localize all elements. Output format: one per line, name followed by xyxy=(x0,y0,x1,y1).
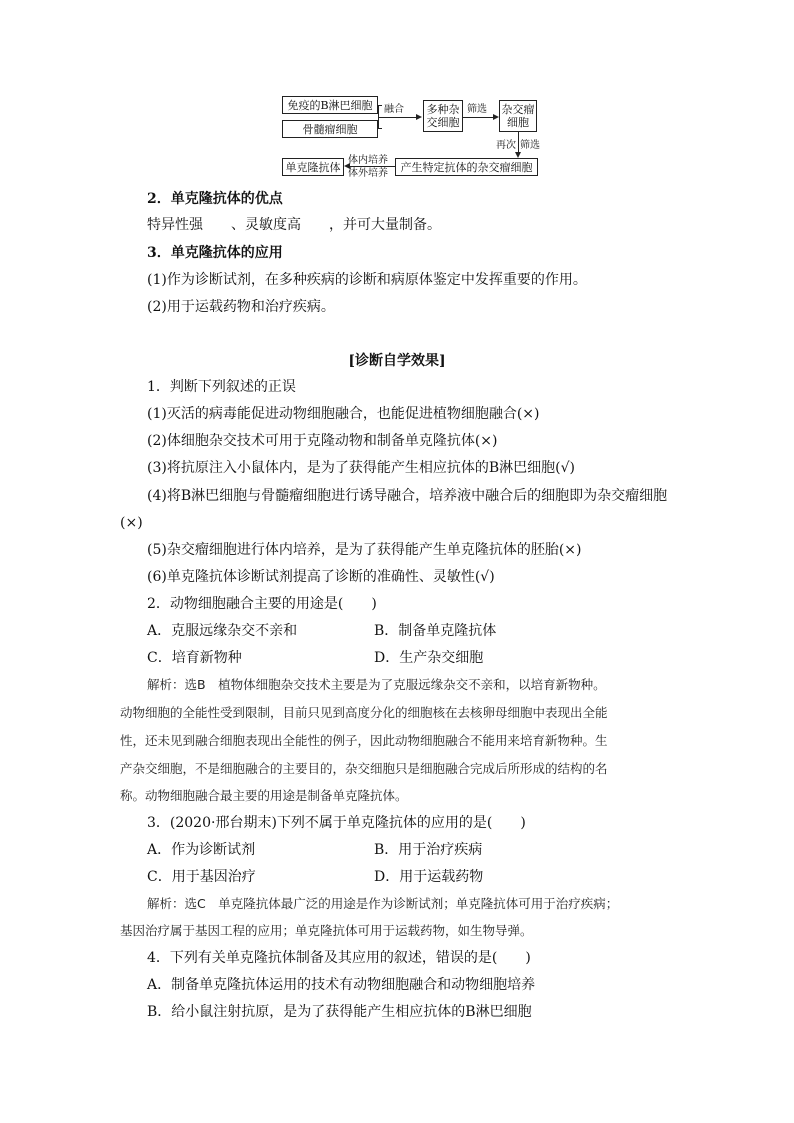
specific-hybridoma-label: 产生特定抗体的杂交瘤细胞 xyxy=(400,161,533,174)
rescreen-label xyxy=(496,140,516,151)
q3-solution-line-2: 基因治疗属于基因工程的应用；单克隆抗体可用于运载药物，如生物导弹。 xyxy=(120,923,533,938)
mab-preparation-diagram xyxy=(282,96,540,178)
multi-hybrid-line2: 交细胞 xyxy=(426,116,460,129)
section3-item2: (2)用于运载药物和治疗疾病。 xyxy=(147,299,335,315)
q1-item-3: (3)将抗原注入小鼠体内，是为了获得能产生相应抗体的B淋巴细胞(√) xyxy=(147,460,575,476)
q2-solution-line-3: 性，还未见到融合细胞表现出全能性的例子，因此动物细胞融合不能用来培育新物种。生 xyxy=(120,733,608,748)
q2-option-c: C．培育新物种 xyxy=(147,650,242,666)
section3-heading: 3．单克隆抗体的应用 xyxy=(147,245,283,261)
myeloma-cell-box xyxy=(282,120,378,138)
fusion-arrow-line xyxy=(379,117,417,118)
screen-arrow-line xyxy=(463,117,494,118)
rescreen-arrow-line xyxy=(518,132,519,154)
rescreen-label-right: 筛选 xyxy=(520,140,540,151)
q2-option-d: D．生产杂交细胞 xyxy=(374,650,484,666)
hybridoma-line2: 细胞 xyxy=(507,116,529,129)
fusion-label: 融合 xyxy=(384,104,404,115)
hybridoma-line1: 杂交瘤 xyxy=(501,103,535,116)
q2-solution-line-1: 解析：选B 植物体细胞杂交技术主要是为了克服远缘杂交不亲和，以培育新物种。 xyxy=(147,677,606,692)
fusion-arrowhead xyxy=(416,114,422,120)
q2-solution-line-2: 动物细胞的全能性受到限制，目前只见到高度分化的细胞核在去核卵母细胞中表现出全能 xyxy=(120,705,608,720)
q1-stem: 1．判断下列叙述的正误 xyxy=(147,379,296,395)
q2-option-b: B．制备单克隆抗体 xyxy=(374,623,497,639)
q1-item-4-cont: (×) xyxy=(120,515,143,531)
multi-hybrid-box xyxy=(423,100,463,132)
rescreen-label-1: 再次 xyxy=(496,140,516,151)
immune-b-cell-box xyxy=(282,96,378,114)
advantage-specificity: 特异性强 xyxy=(147,217,203,233)
q2-stem: 2．动物细胞融合主要的用途是( ) xyxy=(147,596,377,612)
mab-label: 单克隆抗体 xyxy=(285,161,341,174)
culture-arrow-line xyxy=(348,166,395,167)
bracket-bottom xyxy=(378,128,382,129)
immune-b-cell-label: 免疫的B淋巴细胞 xyxy=(287,99,373,112)
q3-stem: 3．(2020·邢台期末)下列不属于单克隆抗体的应用的是( ) xyxy=(147,815,526,831)
q4-option-b: B．给小鼠注射抗原，是为了获得能产生相应抗体的B淋巴细胞 xyxy=(147,1004,532,1020)
q3-option-d: D．用于运载药物 xyxy=(374,869,484,885)
section3-item1: (1)作为诊断试剂，在多种疾病的诊断和病原体鉴定中发挥重要的作用。 xyxy=(147,272,587,288)
multi-hybrid-line1: 多种杂 xyxy=(426,103,460,116)
q3-option-c: C．用于基因治疗 xyxy=(147,869,256,885)
q1-item-1: (1)灭活的病毒能促进动物细胞融合，也能促进植物细胞融合(×) xyxy=(147,406,540,422)
in-vitro-label: 体外培养 xyxy=(348,168,388,179)
in-vivo-label: 体内培养 xyxy=(348,155,388,166)
q2-solution-line-4: 产杂交细胞，不是细胞融合的主要目的，杂交细胞只是细胞融合完成后所形成的结构的名 xyxy=(120,761,608,776)
diagnostic-title: [诊断自学效果] xyxy=(348,353,446,369)
myeloma-cell-label: 骨髓瘤细胞 xyxy=(302,123,358,136)
q3-option-b: B．用于治疗疾病 xyxy=(374,842,483,858)
advantage-sensitivity: 、灵敏度高 xyxy=(231,217,301,233)
advantage-mass-production: ，并可大量制备。 xyxy=(329,217,441,233)
q3-solution-line-1: 解析：选C 单克隆抗体最广泛的用途是作为诊断试剂；单克隆抗体可用于治疗疾病； xyxy=(147,896,619,911)
q2-option-a: A．克服远缘杂交不亲和 xyxy=(147,623,298,639)
q4-option-a: A．制备单克隆抗体运用的技术有动物细胞融合和动物细胞培养 xyxy=(147,977,536,993)
q1-item-5: (5)杂交瘤细胞进行体内培养，是为了获得能产生单克隆抗体的胚胎(×) xyxy=(147,542,582,558)
q4-stem: 4．下列有关单克隆抗体制备及其应用的叙述，错误的是( ) xyxy=(147,950,531,966)
q1-item-6: (6)单克隆抗体诊断试剂提高了诊断的准确性、灵敏性(√) xyxy=(147,569,495,585)
section2-text xyxy=(147,216,441,234)
q3-option-a: A．作为诊断试剂 xyxy=(147,842,256,858)
q2-solution-line-5: 称。动物细胞融合最主要的用途是制备单克隆抗体。 xyxy=(120,788,408,803)
q1-item-4: (4)将B淋巴细胞与骨髓瘤细胞进行诱导融合，培养液中融合后的细胞即为杂交瘤细胞 xyxy=(147,488,668,504)
section2-heading: 2．单克隆抗体的优点 xyxy=(147,191,283,207)
specific-hybridoma-box xyxy=(395,158,538,176)
screen-label: 筛选 xyxy=(467,104,487,115)
q1-item-2: (2)体细胞杂交技术可用于克隆动物和制备单克隆抗体(×) xyxy=(147,433,498,449)
mab-box xyxy=(282,158,344,176)
hybridoma-box xyxy=(499,100,537,132)
bracket-top xyxy=(378,105,382,106)
